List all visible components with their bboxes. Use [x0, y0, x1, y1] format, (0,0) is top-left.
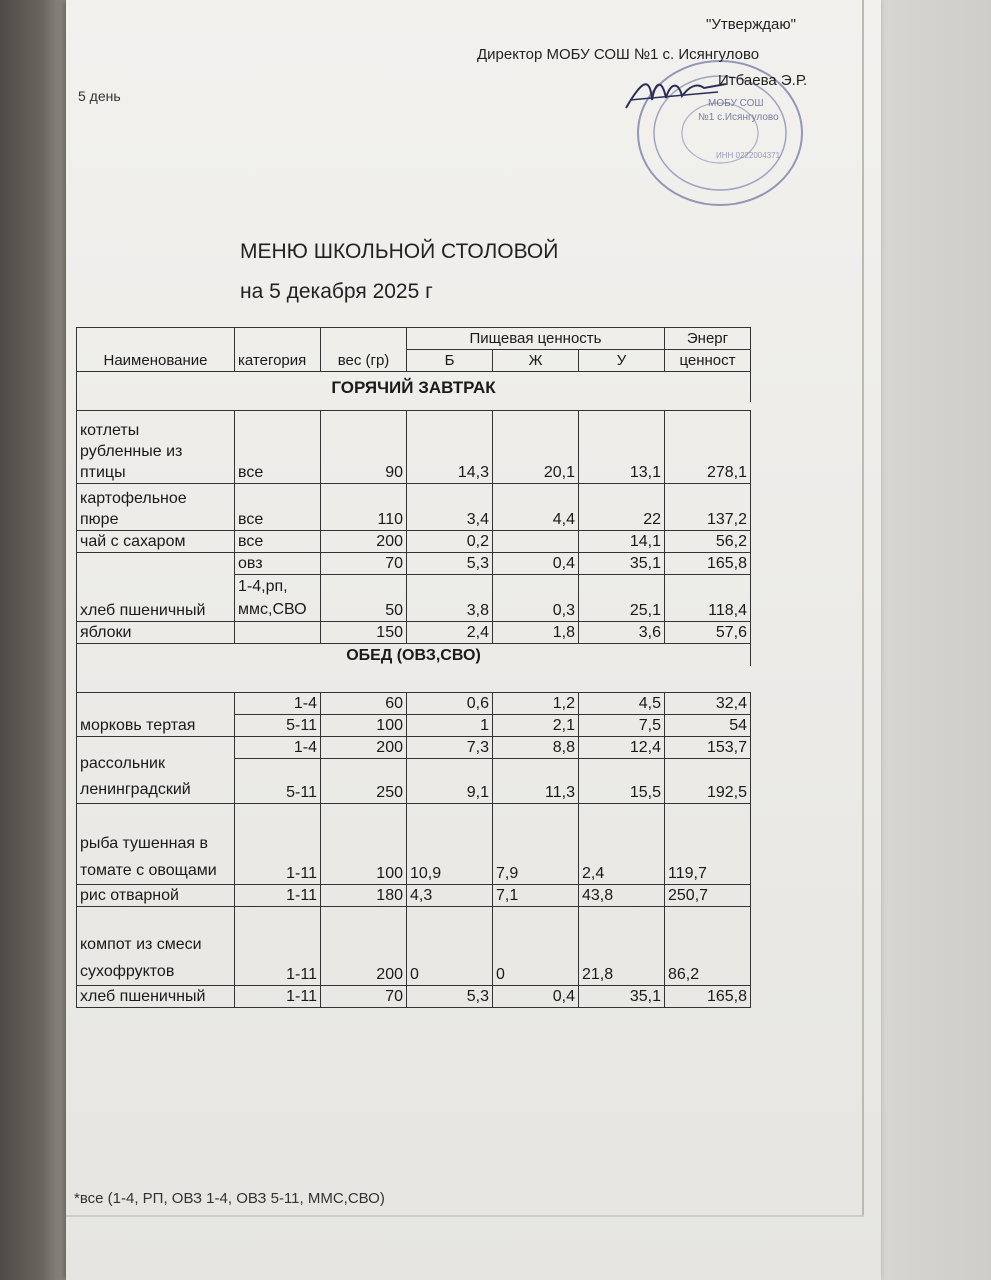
spacer — [77, 666, 751, 693]
cell-weight: 110 — [321, 484, 407, 531]
table-row — [77, 804, 751, 885]
cell-b: 3,8 — [407, 575, 493, 622]
cell-u: 7,5 — [579, 715, 665, 737]
cell-b: 10,9 — [407, 804, 493, 885]
col-energy-2: ценност — [665, 350, 751, 372]
dish-name: хлеб пшеничный — [77, 986, 235, 1008]
cell-zh: 11,3 — [493, 759, 579, 804]
dish-name-line: картофельное — [80, 490, 187, 507]
cell-category: 1-4,рп, ммс,СВО — [235, 575, 321, 622]
cell-energy: 119,7 — [665, 804, 751, 885]
background-left — [0, 0, 70, 1280]
cell-category: 5-11 — [235, 759, 321, 804]
spacer — [77, 402, 751, 411]
cell-energy: 86,2 — [665, 907, 751, 986]
cell-energy: 250,7 — [665, 885, 751, 907]
table-row — [77, 531, 751, 553]
cell-category — [235, 622, 321, 644]
cell-energy: 153,7 — [665, 737, 751, 759]
cell-category: 1-11 — [235, 907, 321, 986]
svg-text:МОБУ СОШ: МОБУ СОШ — [708, 98, 764, 109]
cell-category: все — [235, 484, 321, 531]
cell-u: 35,1 — [579, 986, 665, 1008]
cell-weight: 200 — [321, 531, 407, 553]
cell-u: 43,8 — [579, 885, 665, 907]
cell-zh: 8,8 — [493, 737, 579, 759]
dish-name: яблоки — [77, 622, 235, 644]
cell-weight: 100 — [321, 804, 407, 885]
signer-name: Итбаева Э.Р. — [718, 72, 808, 89]
dish-name: хлеб пшеничный — [77, 553, 235, 622]
cell-energy: 165,8 — [665, 986, 751, 1008]
cell-u: 15,5 — [579, 759, 665, 804]
cell-weight: 250 — [321, 759, 407, 804]
cell-energy: 56,2 — [665, 531, 751, 553]
cell-category: овз — [235, 553, 321, 575]
cell-zh: 0,3 — [493, 575, 579, 622]
cell-b: 7,3 — [407, 737, 493, 759]
dish-name-line: рубленные из — [80, 443, 183, 460]
cell-weight: 100 — [321, 715, 407, 737]
cell-u: 25,1 — [579, 575, 665, 622]
cell-b: 0,6 — [407, 693, 493, 715]
cell-zh: 1,2 — [493, 693, 579, 715]
col-u: У — [579, 350, 665, 372]
cell-energy: 32,4 — [665, 693, 751, 715]
col-energy: Энерг — [665, 328, 751, 350]
cell-weight: 180 — [321, 885, 407, 907]
dish-name: морковь тертая — [77, 693, 235, 737]
table-row — [77, 411, 751, 484]
cell-zh: 0,4 — [493, 553, 579, 575]
page-title: МЕНЮ ШКОЛЬНОЙ СТОЛОВОЙ — [240, 240, 559, 263]
cell-b: 5,3 — [407, 986, 493, 1008]
table-row — [77, 907, 751, 986]
menu-table — [76, 327, 751, 1008]
cell-zh: 7,1 — [493, 885, 579, 907]
dish-name: рыба тушенная в томате с овощами — [77, 804, 235, 885]
cell-category: 1-11 — [235, 986, 321, 1008]
col-nutrition: Пищевая ценность — [407, 328, 665, 350]
cell-zh: 7,9 — [493, 804, 579, 885]
cell-u: 12,4 — [579, 737, 665, 759]
cell-energy: 165,8 — [665, 553, 751, 575]
cell-b: 1 — [407, 715, 493, 737]
dish-name: рис отварной — [77, 885, 235, 907]
table-row — [77, 693, 751, 715]
table-row — [77, 737, 751, 759]
footnote: *все (1-4, РП, ОВЗ 1-4, ОВЗ 5-11, ММС,СВО) — [74, 1190, 385, 1207]
cell-b: 2,4 — [407, 622, 493, 644]
cell-weight: 70 — [321, 986, 407, 1008]
cell-weight: 50 — [321, 575, 407, 622]
cell-u: 3,6 — [579, 622, 665, 644]
cell-u: 2,4 — [579, 804, 665, 885]
cell-energy: 57,6 — [665, 622, 751, 644]
page-bottom-edge — [66, 1215, 864, 1217]
section-lunch: ОБЕД (ОВЗ,СВО) — [77, 644, 751, 667]
cell-category: 1-4 — [235, 737, 321, 759]
cell-u: 22 — [579, 484, 665, 531]
cell-b: 3,4 — [407, 484, 493, 531]
cell-weight: 90 — [321, 411, 407, 484]
table-row — [77, 622, 751, 644]
cell-u: 13,1 — [579, 411, 665, 484]
table-row — [77, 986, 751, 1008]
cell-zh: 2,1 — [493, 715, 579, 737]
day-label: 5 день — [78, 88, 121, 104]
approval-label: "Утверждаю" — [706, 16, 796, 33]
dish-name: компот из смеси сухофруктов — [77, 907, 235, 986]
col-name: Наименование — [77, 328, 235, 372]
cell-b: 9,1 — [407, 759, 493, 804]
table-row — [77, 484, 751, 531]
cell-category: все — [235, 411, 321, 484]
dish-name: рассольник ленинградский — [77, 737, 235, 804]
cell-zh: 4,4 — [493, 484, 579, 531]
cell-b: 0,2 — [407, 531, 493, 553]
cell-zh: 20,1 — [493, 411, 579, 484]
dish-name-line: пюре — [80, 511, 119, 528]
cell-b: 4,3 — [407, 885, 493, 907]
dish-name-line: птицы — [80, 464, 126, 481]
signature — [622, 70, 732, 115]
cell-weight: 60 — [321, 693, 407, 715]
cell-u: 35,1 — [579, 553, 665, 575]
cell-zh: 0 — [493, 907, 579, 986]
cell-weight: 200 — [321, 737, 407, 759]
cell-b: 5,3 — [407, 553, 493, 575]
svg-text:№1 с.Исянгулово: №1 с.Исянгулово — [698, 112, 779, 123]
cell-energy: 118,4 — [665, 575, 751, 622]
cell-category: 1-11 — [235, 885, 321, 907]
col-category: категория — [235, 328, 321, 372]
cell-category: все — [235, 531, 321, 553]
cell-category: 5-11 — [235, 715, 321, 737]
cell-b: 14,3 — [407, 411, 493, 484]
section-breakfast: ГОРЯЧИЙ ЗАВТРАК — [77, 372, 751, 403]
cell-energy: 54 — [665, 715, 751, 737]
cell-zh — [493, 531, 579, 553]
cell-zh: 1,8 — [493, 622, 579, 644]
svg-text:ИНН 0222004371: ИНН 0222004371 — [716, 151, 781, 160]
cell-energy: 137,2 — [665, 484, 751, 531]
cell-energy: 278,1 — [665, 411, 751, 484]
table-row — [77, 885, 751, 907]
page-date: на 5 декабря 2025 г — [240, 280, 433, 303]
cell-weight: 200 — [321, 907, 407, 986]
cell-u: 21,8 — [579, 907, 665, 986]
background-right — [864, 0, 991, 1280]
director-title: Директор МОБУ СОШ №1 с. Исянгулово — [477, 46, 760, 63]
dish-name: чай с сахаром — [77, 531, 235, 553]
col-zh: Ж — [493, 350, 579, 372]
cell-energy: 192,5 — [665, 759, 751, 804]
dish-name-line: котлеты — [80, 422, 140, 439]
col-weight: вес (гр) — [321, 328, 407, 372]
col-b: Б — [407, 350, 493, 372]
cell-u: 4,5 — [579, 693, 665, 715]
cell-weight: 150 — [321, 622, 407, 644]
cell-weight: 70 — [321, 553, 407, 575]
cell-zh: 0,4 — [493, 986, 579, 1008]
cell-category: 1-11 — [235, 804, 321, 885]
cell-u: 14,1 — [579, 531, 665, 553]
table-row — [77, 553, 751, 575]
cell-category: 1-4 — [235, 693, 321, 715]
cell-b: 0 — [407, 907, 493, 986]
page-edge — [862, 0, 864, 1215]
